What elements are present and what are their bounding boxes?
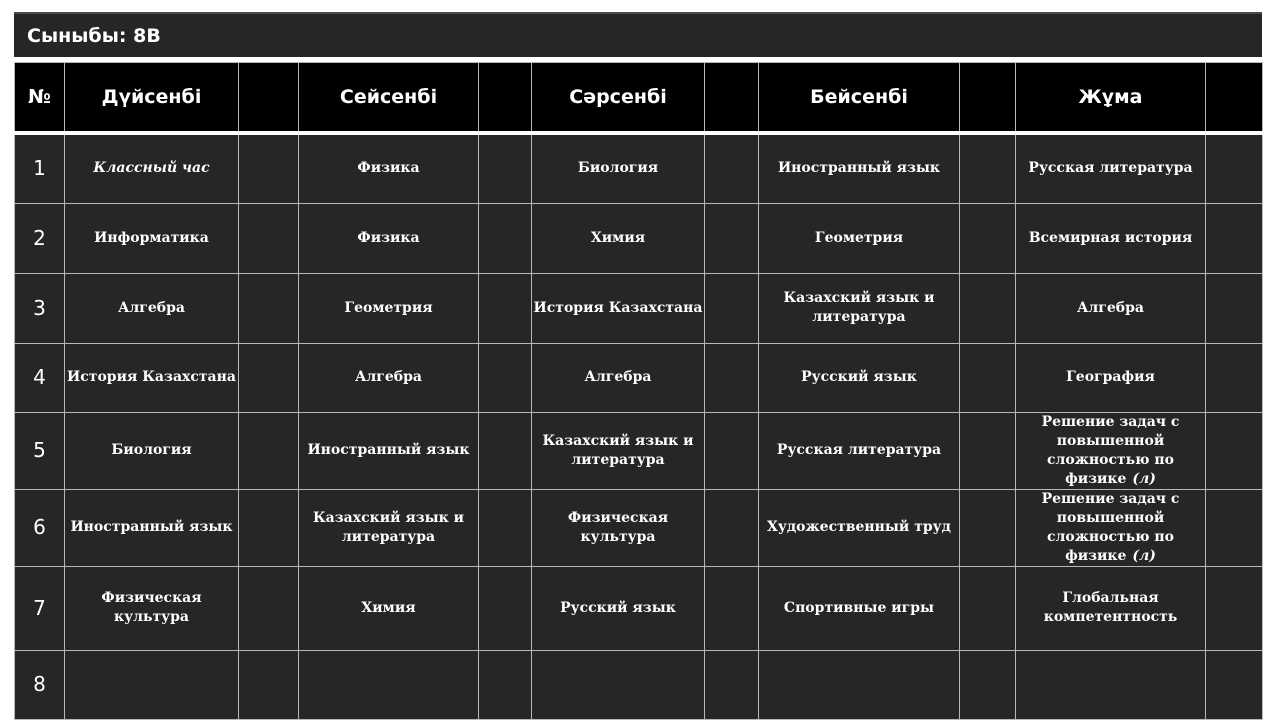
spacer-cell [960, 273, 1016, 343]
lesson-number: 5 [15, 412, 65, 489]
lesson-row [15, 566, 1263, 650]
spacer-cell [960, 489, 1016, 566]
spacer-cell [1206, 273, 1263, 343]
header-tuesday: Сейсенбі [299, 63, 479, 134]
spacer-cell [960, 133, 1016, 203]
lesson-cell-wednesday: Биология [532, 133, 705, 203]
spacer-cell [705, 650, 759, 719]
spacer-cell [239, 133, 299, 203]
lesson-cell-wednesday: Русский язык [532, 566, 705, 650]
lesson-cell-thursday: Спортивные игры [759, 566, 960, 650]
lesson-cell-tuesday: Химия [299, 566, 479, 650]
header-spacer [1206, 63, 1263, 134]
lesson-cell-wednesday: Физическая культура [532, 489, 705, 566]
header-thursday: Бейсенбі [759, 63, 960, 134]
lesson-text: Решение задач с повышенной сложностью по физике [1041, 413, 1180, 487]
lesson-cell-friday: Глобальная компетентность [1016, 566, 1206, 650]
spacer-cell [705, 489, 759, 566]
spacer-cell [960, 203, 1016, 273]
header-row [15, 63, 1263, 134]
spacer-cell [239, 489, 299, 566]
lesson-cell-wednesday [532, 650, 705, 719]
timetable [14, 62, 1263, 720]
header-spacer [239, 63, 299, 134]
lesson-number: 6 [15, 489, 65, 566]
lesson-cell-tuesday [299, 650, 479, 719]
lesson-number: 4 [15, 343, 65, 412]
lesson-cell-monday: Классный час [65, 133, 239, 203]
lesson-cell-wednesday: История Казахстана [532, 273, 705, 343]
header-number: № [15, 63, 65, 134]
lesson-cell-thursday: Геометрия [759, 203, 960, 273]
lesson-cell-monday: Информатика [65, 203, 239, 273]
spacer-cell [1206, 133, 1263, 203]
spacer-cell [705, 343, 759, 412]
lesson-number: 2 [15, 203, 65, 273]
header-spacer [479, 63, 532, 134]
lesson-cell-thursday: Иностранный язык [759, 133, 960, 203]
lesson-cell-thursday [759, 650, 960, 719]
lesson-number: 1 [15, 133, 65, 203]
lesson-suffix: (л) [1132, 470, 1156, 487]
spacer-cell [239, 650, 299, 719]
lesson-cell-friday: Алгебра [1016, 273, 1206, 343]
lesson-cell-wednesday: Алгебра [532, 343, 705, 412]
lesson-row [15, 203, 1263, 273]
spacer-cell [1206, 343, 1263, 412]
spacer-cell [960, 343, 1016, 412]
lesson-cell-monday: История Казахстана [65, 343, 239, 412]
lesson-cell-friday [1016, 489, 1206, 566]
spacer-cell [1206, 412, 1263, 489]
lesson-cell-tuesday: Казахский язык и литература [299, 489, 479, 566]
header-spacer [705, 63, 759, 134]
spacer-cell [479, 412, 532, 489]
spacer-cell [1206, 566, 1263, 650]
lesson-row [15, 133, 1263, 203]
spacer-cell [239, 566, 299, 650]
lesson-row [15, 343, 1263, 412]
lesson-cell-tuesday: Геометрия [299, 273, 479, 343]
spacer-cell [479, 489, 532, 566]
lesson-cell-friday: География [1016, 343, 1206, 412]
spacer-cell [479, 203, 532, 273]
lesson-cell-wednesday: Казахский язык и литература [532, 412, 705, 489]
header-spacer [960, 63, 1016, 134]
spacer-cell [479, 133, 532, 203]
lesson-row [15, 489, 1263, 566]
spacer-cell [239, 203, 299, 273]
lesson-suffix: (л) [1132, 547, 1156, 564]
lesson-cell-tuesday: Физика [299, 133, 479, 203]
spacer-cell [479, 650, 532, 719]
spacer-cell [705, 133, 759, 203]
lesson-text: Решение задач с повышенной сложностью по физике [1041, 490, 1180, 564]
lesson-cell-friday [1016, 412, 1206, 489]
lesson-row [15, 273, 1263, 343]
lesson-cell-monday: Биология [65, 412, 239, 489]
lesson-cell-tuesday: Иностранный язык [299, 412, 479, 489]
lesson-row [15, 650, 1263, 719]
lesson-cell-tuesday: Физика [299, 203, 479, 273]
spacer-cell [705, 203, 759, 273]
lesson-cell-monday: Иностранный язык [65, 489, 239, 566]
lesson-cell-thursday: Художественный труд [759, 489, 960, 566]
lesson-number: 7 [15, 566, 65, 650]
lesson-number: 3 [15, 273, 65, 343]
spacer-cell [479, 566, 532, 650]
spacer-cell [1206, 203, 1263, 273]
spacer-cell [705, 566, 759, 650]
spacer-cell [960, 566, 1016, 650]
lesson-cell-friday [1016, 650, 1206, 719]
class-title: Сыныбы: 8В [14, 12, 1262, 57]
header-friday: Жұма [1016, 63, 1206, 134]
lesson-cell-monday: Физическая культура [65, 566, 239, 650]
lesson-cell-monday [65, 650, 239, 719]
lesson-row [15, 412, 1263, 489]
spacer-cell [705, 273, 759, 343]
lesson-cell-wednesday: Химия [532, 203, 705, 273]
spacer-cell [705, 412, 759, 489]
spacer-cell [239, 412, 299, 489]
spacer-cell [239, 273, 299, 343]
lesson-cell-thursday: Русский язык [759, 343, 960, 412]
spacer-cell [960, 650, 1016, 719]
lesson-number: 8 [15, 650, 65, 719]
lesson-cell-tuesday: Алгебра [299, 343, 479, 412]
spacer-cell [479, 343, 532, 412]
header-monday: Дүйсенбі [65, 63, 239, 134]
lesson-cell-friday: Всемирная история [1016, 203, 1206, 273]
lesson-cell-monday: Алгебра [65, 273, 239, 343]
spacer-cell [1206, 489, 1263, 566]
spacer-cell [1206, 650, 1263, 719]
spacer-cell [239, 343, 299, 412]
lesson-cell-thursday: Казахский язык и литература [759, 273, 960, 343]
spacer-cell [960, 412, 1016, 489]
lesson-cell-thursday: Русская литература [759, 412, 960, 489]
lesson-cell-friday: Русская литература [1016, 133, 1206, 203]
header-wednesday: Сәрсенбі [532, 63, 705, 134]
spacer-cell [479, 273, 532, 343]
